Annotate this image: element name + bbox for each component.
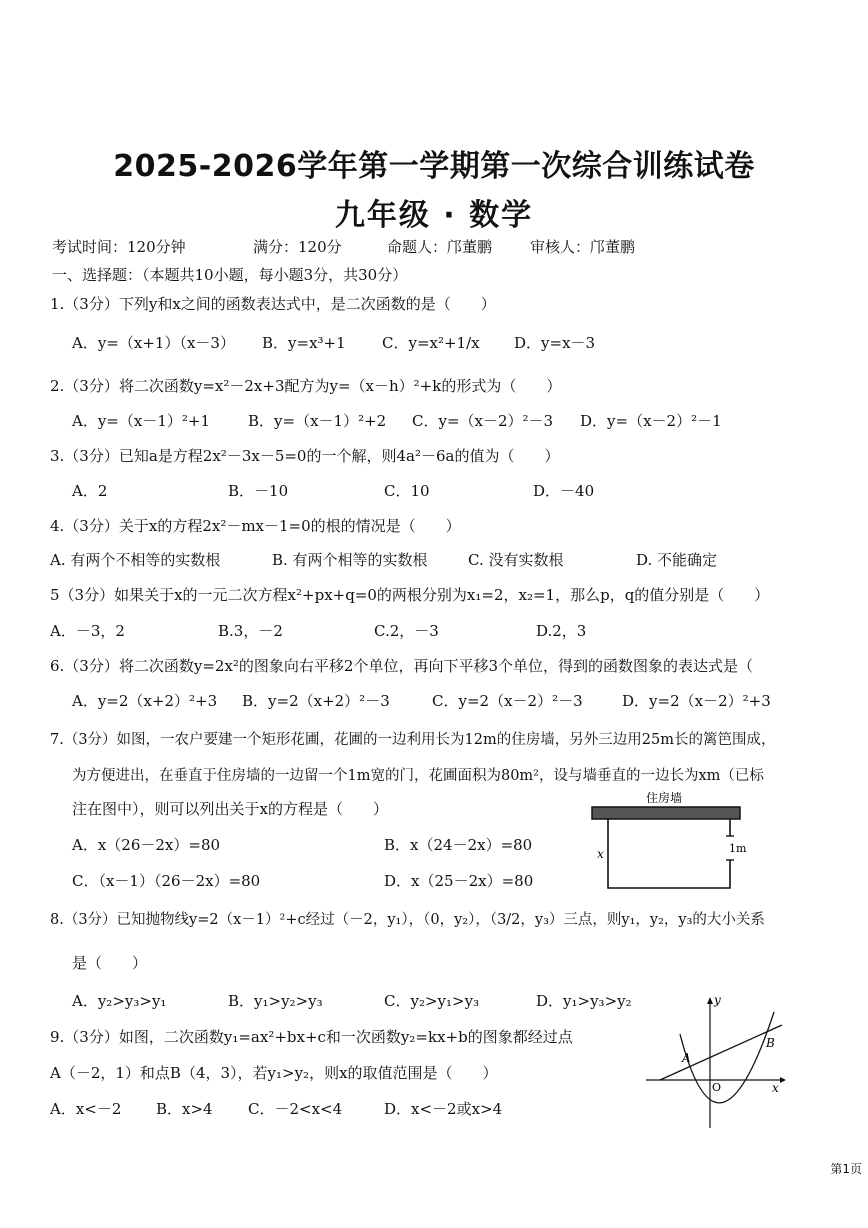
option-c: C．y=x²+1/x [382,334,480,352]
option-a: A. 有两个不相等的实数根 [50,551,221,569]
linear-function-line [660,1025,782,1080]
option-c: C．（x－1）（26－2x）=80 [72,872,261,890]
question-stem: 1.（3分）下列y和x之间的函数表达式中，是二次函数的是（ ） [50,295,496,313]
question-stem: 6.（3分）将二次函数y=2x²的图象向右平移2个单位，再向下平移3个单位，得到的函数图象的表达式是（ [50,657,754,675]
option-b: B.3，－2 [218,622,283,640]
exam-subtitle: 九年级 · 数学 [334,198,534,233]
option-a: A．2 [72,482,108,500]
question-stem: 5（3分）如果关于x的一元二次方程x²+px+q=0的两根分别为x₁=2，x₂=1，那么p，q的值分别是（ ） [50,586,770,604]
option-c: C. 没有实数根 [468,551,564,569]
option-d: D．y=x－3 [514,334,596,352]
parabola-curve [680,1012,774,1103]
full-score: 满分：120分 [253,238,342,256]
option-d: D. 不能确定 [636,551,718,569]
option-d: D．x（25－2x）=80 [384,872,534,890]
option-b: B．y₁>y₂>y₃ [228,992,323,1010]
wall-label: 住房墙 [646,791,683,805]
section-heading: 一、选择题：（本题共10小题，每小题3分，共30分） [52,266,408,284]
option-a: A．－3，2 [50,622,125,640]
option-a: A．y=（x－1）²+1 [72,412,211,430]
garden-figure [588,788,747,896]
y-axis-label: y [714,993,721,1007]
option-c: C．y₂>y₁>y₃ [384,992,480,1010]
question-stem: 3.（3分）已知a是方程2x²－3x－5=0的一个解，则4a²－6a的值为（ ） [50,447,560,465]
option-a: A．x（26－2x）=80 [72,836,221,854]
question-stem-line-1: 9.（3分）如图，二次函数y₁=ax²+bx+c和一次函数y₂=kx+b的图象都经过点 [50,1028,573,1046]
option-d: D．y₁>y₃>y₂ [536,992,632,1010]
fence [608,819,730,888]
option-b: B. 有两个相等的实数根 [272,551,428,569]
house-wall [592,807,740,819]
option-a: A．y₂>y₃>y₁ [72,992,167,1010]
reviewer: 审核人：邝董鹏 [530,238,636,256]
option-b: B．y=2（x+2）²－3 [242,692,390,710]
option-b: B．－10 [228,482,289,500]
question-stem-line-1: 8.（3分）已知抛物线y=2（x－1）²+c经过（－2，y₁），（0，y₂），（3/2，y₃）三点，则y₁，y₂，y₃的大小关系 [50,912,765,928]
option-a: A．y=（x+1）（x－3） [72,334,235,352]
question-stem-line-2: 是（ ） [72,954,148,972]
author: 命题人：邝董鹏 [387,238,493,256]
option-c: C．－2<x<4 [248,1100,343,1118]
option-d: D．y=（x－2）²－1 [580,412,722,430]
question-stem-line-2: 为方便进出，在垂直于住房墙的一边留一个1m宽的门，花圃面积为80m²，设与墙垂直的一边长为xm（已标 [72,768,764,784]
door-label: 1m [729,842,747,855]
question-stem-line-1: 7.（3分）如图，一农户要建一个矩形花圃，花圃的一边利用长为12m的住房墙，另外三边用25m长的篱笆围成， [50,732,776,748]
x-axis-label: x [772,1081,779,1095]
exam-time: 考试时间：120分钟 [52,238,186,256]
option-a: A．y=2（x+2）²+3 [72,692,218,710]
option-d: D.2，3 [536,622,587,640]
point-a-label: A [682,1051,691,1065]
option-c: C．10 [384,482,430,500]
option-c: C．y=（x－2）²－3 [412,412,554,430]
option-a: A．x<－2 [50,1100,122,1118]
option-b: B．x>4 [156,1100,213,1118]
exam-title: 2025-2026学年第一学期第一次综合训练试卷 [113,149,755,184]
page-number: 第1页 [830,1162,862,1176]
option-d: D．y=2（x－2）²+3 [622,692,771,710]
origin-label: O [712,1081,722,1094]
option-b: B．x（24－2x）=80 [384,836,533,854]
question-stem: 4.（3分）关于x的方程2x²－mx－1=0的根的情况是（ ） [50,517,461,535]
option-b: B．y=（x－1）²+2 [248,412,387,430]
option-c: C.2，－3 [374,622,439,640]
option-b: B．y=x³+1 [262,334,346,352]
question-stem: 2.（3分）将二次函数y=x²－2x+3配方为y=（x－h）²+k的形式为（ ） [50,377,562,395]
point-b-label: B [766,1036,775,1050]
function-graph-figure [640,992,790,1132]
option-d: D．x<－2或x>4 [384,1100,503,1118]
x-label: x [597,847,604,861]
option-d: D．－40 [533,482,595,500]
x-axis-arrow [780,1077,786,1083]
question-stem-line-2: A（－2，1）和点B（4，3），若y₁>y₂，则x的取值范围是（ ） [50,1064,498,1082]
question-stem-line-3: 注在图中），则可以列出关于x的方程是（ ） [72,800,388,818]
y-axis-arrow [707,997,713,1004]
option-c: C．y=2（x－2）²－3 [432,692,583,710]
